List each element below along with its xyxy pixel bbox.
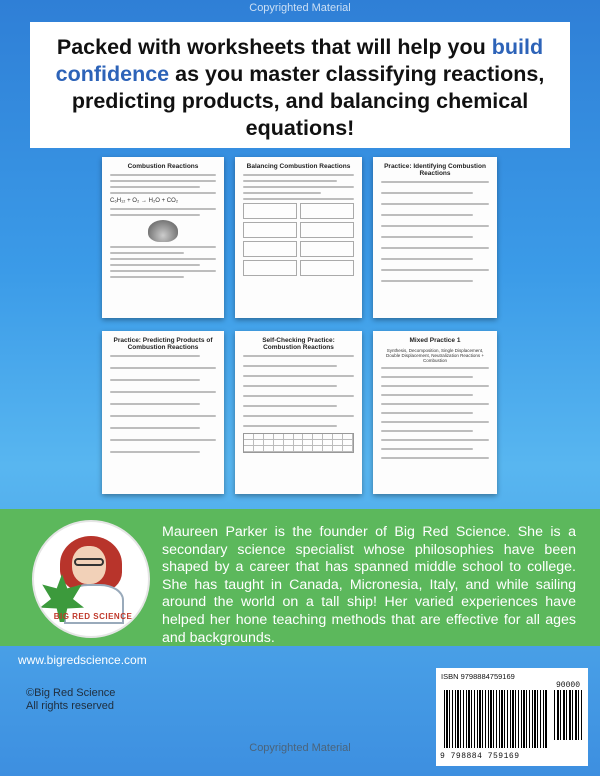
price-code: 90000 bbox=[555, 681, 580, 690]
headline-part1: Packed with worksheets that will help you bbox=[56, 35, 486, 59]
logo-text: BIG RED SCIENCE bbox=[53, 612, 133, 621]
worksheet-subtitle: Synthesis, Decomposition, Single Displacement, Double Displacement, Neutralization Reactions + Combustion bbox=[386, 348, 484, 363]
copyright-notice bbox=[26, 687, 115, 713]
copyright-line: ©Big Red Science bbox=[26, 687, 116, 699]
big-red-science-logo bbox=[32, 520, 150, 638]
flame-graphic bbox=[148, 220, 178, 242]
worksheet-title: Mixed Practice 1 bbox=[409, 337, 461, 344]
headline-accent: build confidence bbox=[55, 35, 544, 86]
website-link[interactable]: www.bigredscience.com bbox=[18, 653, 147, 667]
worksheet-preview bbox=[102, 331, 224, 494]
worksheet-title: Combustion Reactions bbox=[127, 163, 199, 170]
headline-part2: as you master classifying reactions, predicting products, and balancing chemical equations! bbox=[71, 62, 545, 140]
answer-grid bbox=[243, 433, 354, 453]
worksheet-preview bbox=[373, 331, 497, 494]
author-bio-text: Maureen Parker is the founder of Big Red Science. She is a secondary science specialist whose philosophies have been shaped by a career that has spanned middle school to college. She has taught in Canada, Micronesia, Italy, and while sailing around the world on a tall ship! Her varied experiences have helped her hone teaching methods that are effective for all ages and backgrounds. bbox=[162, 524, 576, 646]
worksheet-preview bbox=[235, 331, 362, 494]
worksheet-preview bbox=[235, 157, 362, 318]
rights-line: All rights reserved bbox=[26, 700, 115, 712]
watermark-bottom: Copyrighted Material bbox=[249, 742, 351, 754]
barcode-digits: 9 798884 759169 bbox=[440, 752, 520, 761]
worksheet-title: Self-Checking Practice: Combustion Reactions bbox=[262, 337, 335, 351]
equation-graphic: C₆H₁₂ + O₂ → H₂O + CO₂ bbox=[110, 198, 179, 204]
worksheet-title: Balancing Combustion Reactions bbox=[246, 163, 351, 170]
worksheet-title: Practice: Identifying Combustion Reactions bbox=[384, 163, 486, 177]
worksheet-preview bbox=[102, 157, 224, 318]
glasses-icon bbox=[74, 558, 104, 566]
worksheet-preview bbox=[373, 157, 497, 318]
worksheet-title: Practice: Predicting Products of Combustion Reactions bbox=[113, 337, 213, 351]
isbn-label: ISBN 9798884759169 bbox=[441, 672, 515, 681]
headline-card bbox=[30, 22, 570, 148]
watermark-top: Copyrighted Material bbox=[249, 2, 351, 14]
price-barcode-bars bbox=[554, 690, 582, 740]
barcode-bars bbox=[444, 690, 548, 748]
